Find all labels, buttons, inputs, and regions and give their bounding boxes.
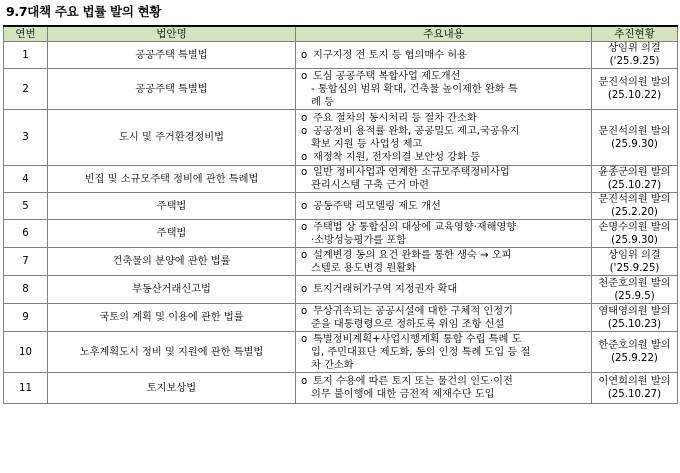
content-text: 입, 주민대표단 제도화, 동의 인정 특례 도입 등 절	[311, 346, 531, 358]
content-text: 설계변경 동의 요건 완화를 통한 생숙 → 오피	[313, 249, 512, 261]
status-label: 문진석의원 발의	[598, 125, 671, 137]
bill-content	[296, 276, 592, 304]
table-row	[4, 110, 678, 166]
status-date: ('25.9.25)	[609, 56, 660, 67]
table-row	[4, 166, 678, 193]
content-text: 례 등	[311, 96, 334, 108]
bill-name: 부동산거래신고법	[48, 276, 296, 304]
bullet-marker: o	[301, 167, 308, 178]
bullet-marker: o	[301, 333, 308, 345]
content-text: 일반 정비사업과 연계한 소규모주택정비사업	[313, 167, 510, 178]
page-title: 9.7대책 주요 법률 발의 현황	[6, 4, 162, 19]
bullet-marker: o	[301, 249, 308, 261]
status-label: 상임위 의결	[608, 249, 661, 261]
header-no: 연번	[4, 26, 48, 42]
content-line	[301, 234, 588, 247]
content-line	[301, 375, 588, 388]
bill-status	[592, 166, 678, 193]
table-row	[4, 373, 678, 404]
row-number: 2	[4, 69, 48, 110]
row-number: 1	[4, 42, 48, 69]
content-text: 도심 공공주택 복합사업 제도개선	[313, 70, 461, 82]
content-text: 공동주택 리모델링 제도 개선	[313, 200, 441, 212]
bullet-marker: o	[301, 70, 308, 82]
content-line	[301, 96, 588, 109]
content-text: 준을 대통령령으로 정하도록 위임 조항 신설	[311, 318, 505, 330]
table-body	[4, 42, 678, 404]
bill-name: 노후계획도시 정비 및 지원에 관한 특별법	[48, 332, 296, 373]
status-label: 윤종군의원 발의	[598, 167, 671, 178]
content-line	[301, 359, 588, 372]
status-label: 상임위 의결	[608, 43, 661, 54]
content-text: 확보 지원 등 사업성 제고	[311, 138, 423, 150]
content-text: 주택법 상 통합심의 대상에 교육영향·재해영향	[313, 221, 517, 233]
status-label: 문진석의원 발의	[598, 194, 671, 205]
bill-status	[592, 304, 678, 332]
bullet-marker: o	[301, 284, 308, 295]
status-label: 손명수의원 발의	[598, 221, 671, 233]
table-row	[4, 276, 678, 304]
bill-name: 도시 및 주거환경정비법	[48, 110, 296, 166]
bill-name: 토지보상법	[48, 373, 296, 404]
status-date: (25.2.20)	[611, 207, 658, 218]
bill-content	[296, 304, 592, 332]
content-line	[301, 151, 588, 164]
status-label: 한준호의원 발의	[598, 340, 671, 351]
status-label: 염태영의원 발의	[598, 305, 671, 317]
row-number: 4	[4, 166, 48, 193]
bill-content	[296, 193, 592, 220]
content-line	[301, 249, 588, 262]
bill-status	[592, 110, 678, 166]
row-number: 11	[4, 373, 48, 404]
bill-status	[592, 276, 678, 304]
status-date: (25.10.23)	[607, 318, 662, 330]
bill-status	[592, 42, 678, 69]
content-line	[301, 179, 588, 192]
content-line	[301, 112, 588, 125]
content-text: 토지거래허가구역 지정권자 확대	[313, 284, 458, 295]
status-label: 이연희의원 발의	[598, 376, 671, 387]
bill-content	[296, 248, 592, 276]
content-line	[301, 346, 588, 359]
row-number: 8	[4, 276, 48, 304]
header-status: 추진현황	[592, 26, 678, 42]
bill-content	[296, 69, 592, 110]
bill-status	[592, 248, 678, 276]
bill-content	[296, 42, 592, 69]
status-label: 문진석의원 발의	[598, 77, 671, 88]
bill-content	[296, 166, 592, 193]
content-text: 지구지정 전 토지 등 협의매수 허용	[313, 49, 467, 61]
bill-content	[296, 220, 592, 248]
content-text: 의무 불이행에 대한 금전적 제재수단 도입	[311, 389, 495, 400]
status-date: (25.9.30)	[611, 138, 658, 150]
bill-status	[592, 220, 678, 248]
row-number: 9	[4, 304, 48, 332]
header-bill-name: 법안명	[48, 26, 296, 42]
table-row	[4, 220, 678, 248]
bill-content	[296, 110, 592, 166]
row-number: 6	[4, 220, 48, 248]
bill-content	[296, 373, 592, 404]
table-row	[4, 304, 678, 332]
bill-content	[296, 332, 592, 373]
bullet-marker: o	[301, 112, 308, 124]
content-line	[301, 283, 588, 296]
bill-name: 주택법	[48, 220, 296, 248]
content-text: 특별정비계획+사업시행계획 통합 수립 특례 도	[313, 333, 522, 345]
status-date: (25.9.22)	[611, 353, 658, 364]
row-number: 3	[4, 110, 48, 166]
status-date: (25.10.27)	[607, 389, 662, 400]
content-line	[301, 49, 588, 62]
table-header-row	[4, 26, 678, 42]
bill-name: 주택법	[48, 193, 296, 220]
bill-name: 공공주택 특별법	[48, 42, 296, 69]
content-text: - 통합심의 범위 확대, 건축물 높이제한 완화 특	[311, 83, 518, 95]
content-line	[301, 333, 588, 346]
row-number: 10	[4, 332, 48, 373]
content-line	[301, 388, 588, 401]
table-row	[4, 332, 678, 373]
table-row	[4, 69, 678, 110]
status-label: 천준호의원 발의	[598, 277, 671, 289]
bill-name: 국토의 계획 및 이용에 관한 법률	[48, 304, 296, 332]
content-text: 주요 절차의 동시처리 등 절차 간소화	[313, 112, 477, 124]
content-text: 공공정비 용적률 완화, 공공밀도 제고,국공유지	[313, 125, 520, 137]
status-date: (25.9.5)	[614, 290, 655, 302]
bullet-marker: o	[301, 200, 308, 212]
content-text: 무상귀속되는 공공시설에 대한 구체적 인정기	[313, 305, 513, 317]
bill-name: 공공주택 특별법	[48, 69, 296, 110]
content-line	[301, 305, 588, 318]
table-row	[4, 248, 678, 276]
content-text: ·소방성능평가를 포함	[311, 234, 407, 246]
content-line	[301, 138, 588, 151]
status-date: (25.9.30)	[611, 234, 658, 246]
status-date: (25.10.22)	[607, 90, 662, 101]
content-line	[301, 125, 588, 138]
bill-status	[592, 69, 678, 110]
bill-name: 건축물의 분양에 관한 법률	[48, 248, 296, 276]
content-line	[301, 221, 588, 234]
bill-status	[592, 373, 678, 404]
content-text: 관리시스템 구축 근거 마련	[311, 180, 429, 191]
table-row	[4, 193, 678, 220]
bullet-marker: o	[301, 49, 308, 61]
bullet-marker: o	[301, 221, 308, 233]
bullet-marker: o	[301, 151, 308, 163]
content-line	[301, 200, 588, 213]
content-line	[301, 166, 588, 179]
row-number: 5	[4, 193, 48, 220]
content-text: 차 간소화	[311, 359, 354, 371]
header-content: 주요내용	[296, 26, 592, 42]
content-line	[301, 83, 588, 96]
bill-status-table	[3, 25, 678, 404]
content-line	[301, 70, 588, 83]
content-text: 재정착 지원, 전자의결 보안성 강화 등	[313, 151, 481, 163]
bullet-marker: o	[301, 305, 308, 317]
bullet-marker: o	[301, 376, 308, 387]
content-line	[301, 318, 588, 331]
bill-status	[592, 332, 678, 373]
content-text: 토지 수용에 따른 토지 또는 물건의 인도·이전	[313, 376, 513, 387]
status-date: (25.10.27)	[607, 180, 662, 191]
bill-status	[592, 193, 678, 220]
bullet-marker: o	[301, 125, 308, 137]
status-date: ('25.9.25)	[609, 262, 660, 274]
content-line	[301, 262, 588, 275]
table-row	[4, 42, 678, 69]
row-number: 7	[4, 248, 48, 276]
bill-name: 빈집 및 소규모주택 정비에 관한 특례법	[48, 166, 296, 193]
content-text: 스텔로 용도변경 원활화	[311, 262, 416, 274]
